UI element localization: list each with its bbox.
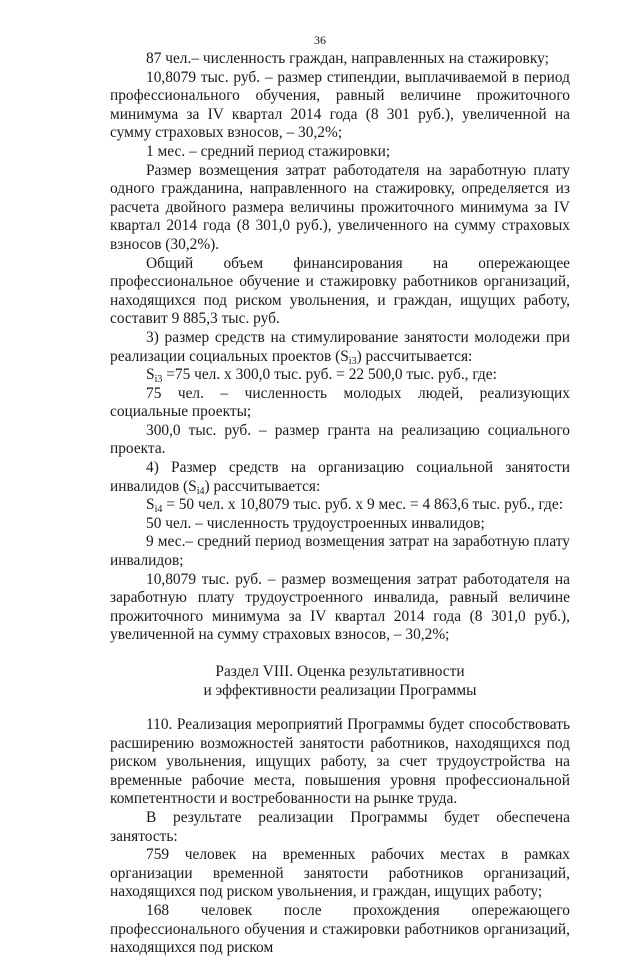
paragraph: 300,0 тыс. руб. – размер гранта на реализацию социального проекта. xyxy=(110,421,570,458)
text-run: S xyxy=(146,496,155,514)
text-run: ) рассчитывается: xyxy=(356,347,473,365)
paragraph: 87 чел.– численность граждан, направленных на стажировку; xyxy=(146,50,549,67)
paragraph: 10,8079 тыс. руб. – размер стипендии, выплачиваемой в период профессионального обучения, равный величине прожиточного минимума за IV квартал 2014 года (8 301 руб.), увеличенной на сумму страховых взносов, – 30,2%; xyxy=(110,68,570,142)
formula-line xyxy=(110,496,570,515)
subscript: i3 xyxy=(154,374,163,386)
paragraph: В результате реализации Программы будет обеспечена занятость: xyxy=(110,808,570,845)
paragraph: 1 мес. – средний период стажировки; xyxy=(146,142,391,160)
section-heading-line: и эффективности реализации Программы xyxy=(203,682,477,699)
section-heading xyxy=(110,662,570,700)
paragraph: 110. Реализация мероприятий Программы будет способствовать расширению возможностей занятости работников, находящихся под риском увольнения, ищущих работу, за счет трудоустройства на временные рабочие места, повышения уровня профессиональной компетентности и востребованности на рынке труда. xyxy=(110,716,570,808)
paragraph: Общий объем финансирования на опережающее профессиональное обучение и стажировку работников организаций, находящихся под риском увольнения, и граждан, ищущих работу, составит 9 885,3 тыс. руб. xyxy=(110,254,570,328)
paragraph: 75 чел. – численность молодых людей, реализующих социальные проекты; xyxy=(110,384,570,421)
page-number: 36 xyxy=(314,33,326,47)
paragraph: Размер возмещения затрат работодателя на заработную плату одного гражданина, направленного на стажировку, определяется из расчета двойного размера величины прожиточного минимума за IV квартал 2014 года (8 301,0 руб.), увеличенного на сумму страховых взносов (30,2%). xyxy=(110,161,570,253)
page-content xyxy=(110,50,570,958)
text-run: = 50 чел. х 10,8079 тыс. руб. х 9 мес. = 4 863,6 тыс. руб., где: xyxy=(162,496,563,514)
paragraph: 168 человек после прохождения опережающего профессионального обучения и стажировки работников организаций, находящихся под риском xyxy=(110,901,570,957)
subscript: i3 xyxy=(348,355,357,367)
text-run: ) рассчитывается: xyxy=(204,477,321,495)
paragraph-formula-intro xyxy=(110,329,570,366)
text-run: =75 чел. х 300,0 тыс. руб. = 22 500,0 тыс. руб., где: xyxy=(162,366,497,384)
paragraph: 759 человек на временных рабочих местах в рамках организации временной занятости работников организаций, находящихся под риском увольнения, и граждан, ищущих работу; xyxy=(110,846,570,901)
text-run: 3) размер средств на стимулирование занятости молодежи при реализации социальных проектов (S xyxy=(110,328,570,365)
subscript: i4 xyxy=(154,504,163,516)
section-heading-line: Раздел VIII. Оценка результативности xyxy=(215,663,465,680)
paragraph: 9 мес.– средний период возмещения затрат на заработную плату инвалидов; xyxy=(110,533,570,570)
subscript: i4 xyxy=(196,485,205,497)
paragraph: 50 чел. – численность трудоустроенных инвалидов; xyxy=(146,514,485,532)
text-run: S xyxy=(146,366,155,384)
paragraph: 10,8079 тыс. руб. – размер возмещения затрат работодателя на заработную плату трудоустроенного инвалида, равный величине прожиточного минимума за IV квартал 2014 года (8 301,0 руб.), увеличенной на сумму страховых взносов, – 30,2%; xyxy=(110,570,570,644)
paragraph-formula-intro xyxy=(110,459,570,496)
formula-line xyxy=(110,366,570,385)
text-run: 4) Размер средств на организацию социальной занятости инвалидов (S xyxy=(110,459,570,495)
